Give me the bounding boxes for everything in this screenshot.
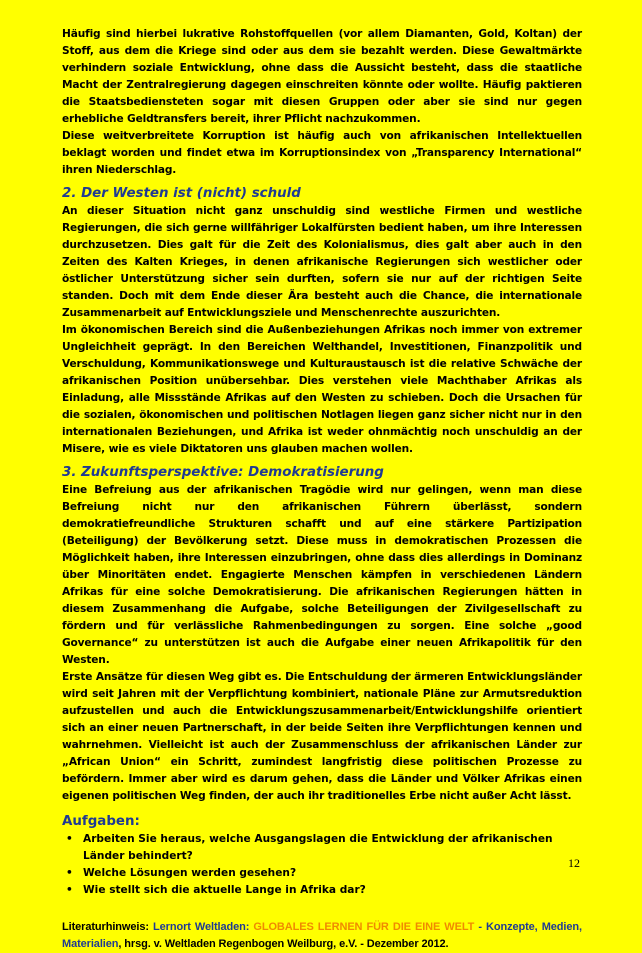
body-paragraph: Erste Ansätze für diesen Weg gibt es. Die Entschuldung der ärmeren Entwicklungsländer wird seit Jahren mit der Verpflichtung kombiniert, nationale Pläne zur Armutsreduktion aufzustellen und auch die Entwicklungszusammenarbeit/Entwicklungshilfe orientiert sich an einer neuen Partnerschaft, in der beide Seiten ihre Verpflichtungen kennen und wahrnehmen. Vielleicht ist auch der Zusammenschluss der afrikanischen Länder zur „African Union“ ein Schritt, zumindest langfristig diese politischen Prozesse zu befördern. Immer aber wird es darum gehen, dass die Länder und Völker Afrikas einen eigenen politischen Weg finden, der auch ihr traditionelles Erbe nicht außer Acht lässt. bbox=[62, 671, 582, 802]
page-number: 12 bbox=[568, 856, 580, 870]
literature-publisher-info: , hrsg. v. Weltladen Regenbogen Weilburg, e.V. - Dezember 2012. bbox=[118, 938, 449, 950]
body-paragraph: Eine Befreiung aus der afrikanischen Tragödie wird nur gelingen, wenn man diese Befreiung nicht nur den afrikanischen Führern überlässt, sondern demokratiefreundliche Strukturen schafft und auf eine stärkere Partizipation (Beteiligung) der Bevölkerung setzt. Diese muss in demokratischen Prozessen die Möglichkeit haben, ihre Interessen einzubringen, ohne dass dies allerdings in Dominanz über Minoritäten endet. Engagierte Menschen kämpfen in verschiedenen Ländern Afrikas für eine solche Demokratisierung. Die afrikanischen Regierungen hätten in diesem Zusammenhang die Aufgabe, solche Beteiligungen der Zivilgesellschaft zu fördern und für verlässliche Rahmenbedingungen zu sorgen. Eine solche „good Governance“ zu unterstützen ist auch die Aufgabe einer neuen Afrikapolitik für den Westen. bbox=[62, 484, 582, 666]
literature-label: Literaturhinweis: bbox=[62, 921, 149, 933]
document-page bbox=[62, 26, 582, 953]
tasks-heading: Aufgaben: bbox=[62, 814, 140, 829]
literature-publisher: Lernort Weltladen: bbox=[153, 921, 250, 933]
tasks-list bbox=[62, 831, 582, 899]
bullet-icon: • bbox=[66, 884, 73, 896]
intro-paragraph: Häufig sind hierbei lukrative Rohstoffquellen (vor allem Diamanten, Gold, Koltan) der Stoff, aus dem die Kriege sind oder aus dem sie bezahlt werden. Diese Gewaltmärkte verhindern soziale Entwicklung, ohne dass die Aussicht besteht, dass die staatliche Macht der Zentralregierung dagegen einschreiten könnte oder wollte. Häufig paktieren die Staatsbediensteten sogar mit diesen Gruppen oder aber sie sind nur gegen erhebliche Geldtransfers bereit, ihrer Pflicht nachzukommen. bbox=[62, 28, 582, 125]
bullet-icon: • bbox=[66, 833, 73, 845]
task-text: Welche Lösungen werden gesehen? bbox=[83, 867, 297, 879]
literature-subtitle: Konzepte, Medien, Materialien bbox=[62, 921, 582, 950]
literature-reference bbox=[62, 919, 582, 953]
task-text: Wie stellt sich die aktuelle Lange in Afrika dar? bbox=[83, 884, 366, 896]
task-text: Arbeiten Sie heraus, welche Ausgangslagen die Entwicklung der afrikanischen Länder behindert? bbox=[83, 833, 553, 862]
literature-series-title: GLOBALES LERNEN FÜR DIE EINE WELT bbox=[253, 921, 475, 933]
section-heading-demokratisierung: 3. Zukunftsperspektive: Demokratisierung bbox=[62, 465, 384, 480]
literature-separator: - bbox=[478, 921, 482, 933]
bullet-icon: • bbox=[66, 867, 73, 879]
section-heading-westen: 2. Der Westen ist (nicht) schuld bbox=[62, 186, 301, 201]
body-paragraph: Im ökonomischen Bereich sind die Außenbeziehungen Afrikas noch immer von extremer Ungleichheit geprägt. In den Bereichen Welthandel, Investitionen, Finanzpolitik und Verschuldung, Kommunikationswege und Kulturaustausch ist die relative Schwäche der afrikanischen Position unübersehbar. Dies verstehen viele Machthaber Afrikas als Einladung, alle Missstände Afrikas auf den Westen zu schieben. Doch die Ursachen für die sozialen, ökonomischen und politischen Notlagen liegen ganz sicher nicht nur in den internationalen Beziehungen, und Afrika ist weder ohnmächtig noch unschuldig an der Misere, wie es viele Diktatoren uns glauben machen wollen. bbox=[62, 324, 582, 455]
body-paragraph: An dieser Situation nicht ganz unschuldig sind westliche Firmen und westliche Regierungen, die sich gerne willfähriger Lokalfürsten bedient haben, um ihre Interessen durchzusetzen. Dies galt für die Zeit des Kolonialismus, dies galt aber auch in den Zeiten des Kalten Krieges, in denen afrikanische Regierungen sich westlicher oder östlicher Unterstützung sicher sein durften, sofern sie nur auf der richtigen Seite standen. Doch mit dem Ende dieser Ära besteht auch die Chance, die internationale Zusammenarbeit auf Entwicklungsziele und Menschenrechte auszurichten. bbox=[62, 205, 582, 319]
intro-paragraph: Diese weitverbreitete Korruption ist häufig auch von afrikanischen Intellektuellen beklagt worden und findet etwa im Korruptionsindex von „Transparency International“ ihren Niederschlag. bbox=[62, 130, 582, 176]
task-item bbox=[62, 831, 582, 865]
task-item bbox=[62, 882, 582, 899]
task-item bbox=[62, 865, 582, 882]
